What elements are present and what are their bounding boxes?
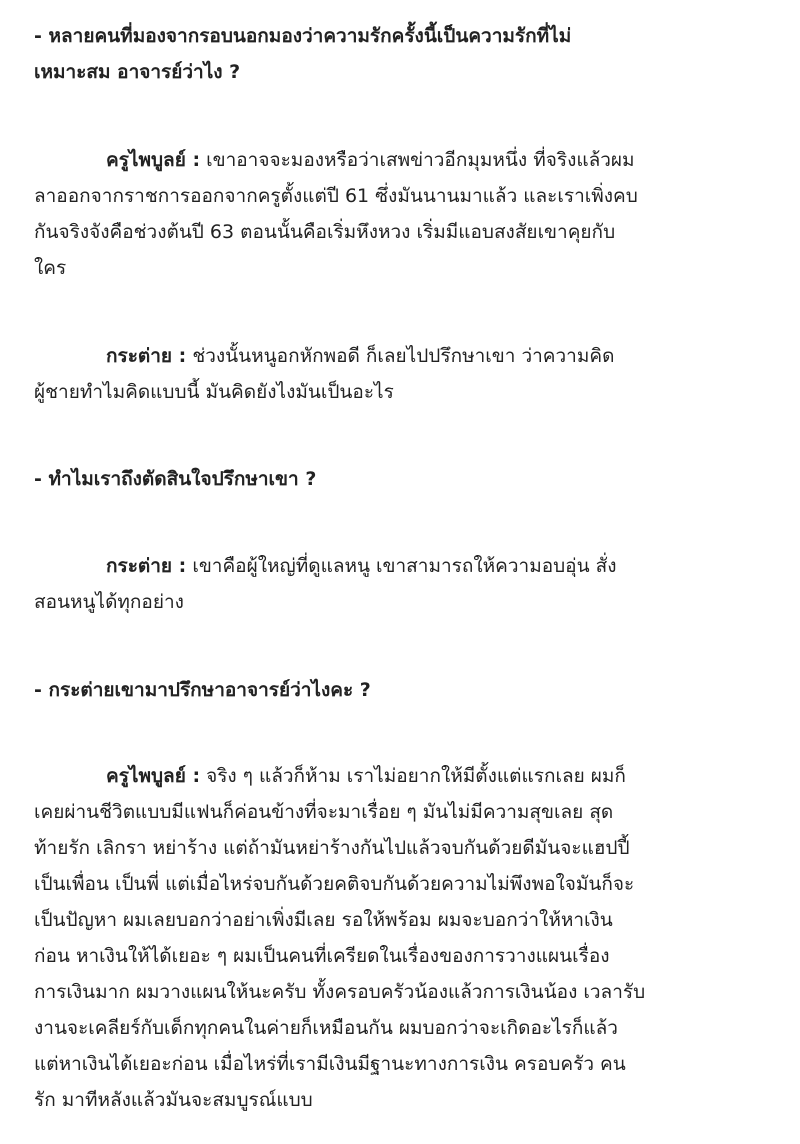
speaker-name: กระต่าย : (106, 345, 187, 367)
answer-line: ก่อน หาเงินให้ได้เยอะ ๆ ผมเป็นคนที่เครียดในเรื่องของการวางแผนเรื่อง (34, 945, 610, 967)
answer-line: ลาออกจากราชการออกจากครูตั้งแต่ปี 61 ซึ่งมันนานมาแล้ว และเราเพิ่งคบ (34, 185, 638, 207)
answer-text: ช่วงนั้นหนูอกหักพอดี ก็เลยไปปรึกษาเขา ว่าความคิด (186, 345, 615, 367)
answer-paragraph (34, 338, 774, 410)
question-line: - หลายคนที่มองจากรอบนอกมองว่าความรักครั้งนี้เป็นความรักที่ไม่ (34, 25, 572, 47)
answer-line: ผู้ชายทำไมคิดแบบนี้ มันคิดยังไงมันเป็นอะไร (34, 381, 394, 403)
question-line: - กระต่ายเขามาปรึกษาอาจารย์ว่าไงคะ ? (34, 679, 371, 701)
speaker-name: กระต่าย : (106, 555, 187, 577)
answer-line: การเงินมาก ผมวางแผนให้นะครับ ทั้งครอบครัวน้องแล้วการเงินน้อง เวลารับ (34, 981, 646, 1003)
question-paragraph (34, 672, 774, 708)
answer-line: แต่หาเงินได้เยอะก่อน เมื่อไหร่ที่เรามีเงินมีฐานะทางการเงิน ครอบครัว คน (34, 1053, 626, 1075)
question-paragraph (34, 18, 774, 90)
answer-line (34, 548, 774, 584)
answer-line: ท้ายรัก เลิกรา หย่าร้าง แต่ถ้ามันหย่าร้างกันไปแล้วจบกันด้วยดีมันจะแฮปปี้ (34, 837, 630, 859)
answer-paragraph (34, 548, 774, 620)
answer-line: เคยผ่านชีวิตแบบมีแฟนก็ค่อนข้างที่จะมาเรื่อย ๆ มันไม่มีความสุขเลย สุด (34, 801, 614, 823)
answer-text: เขาอาจจะมองหรือว่าเสพข่าวอีกมุมหนึ่ง ที่จริงแล้วผม (200, 149, 635, 171)
answer-text: จริง ๆ แล้วก็ห้าม เราไม่อยากให้มีตั้งแต่แรกเลย ผมก็ (200, 765, 626, 787)
answer-line: กันจริงจังคือช่วงต้นปี 63 ตอนนั้นคือเริ่มหึงหวง เริ่มมีแอบสงสัยเขาคุยกับ (34, 221, 616, 243)
answer-paragraph (34, 142, 774, 286)
answer-line: รัก มาทีหลังแล้วมันจะสมบูรณ์แบบ (34, 1089, 313, 1111)
answer-text: เขาคือผู้ใหญ่ที่ดูแลหนู เขาสามารถให้ความอบอุ่น สั่ง (186, 555, 617, 577)
answer-line (34, 142, 774, 178)
answer-line: เป็นเพื่อน เป็นพี่ แต่เมื่อไหร่จบกันด้วยคติจบกันด้วยความไม่พึงพอใจมันก็จะ (34, 873, 635, 895)
answer-line (34, 758, 774, 794)
question-line: เหมาะสม อาจารย์ว่าไง ? (34, 61, 241, 83)
answer-line: สอนหนูได้ทุกอย่าง (34, 591, 184, 613)
answer-line: งานจะเคลียร์กับเด็กทุกคนในค่ายก็เหมือนกัน ผมบอกว่าจะเกิดอะไรก็แล้ว (34, 1017, 618, 1039)
question-paragraph (34, 461, 774, 497)
speaker-name: ครูไพบูลย์ : (106, 149, 201, 171)
speaker-name: ครูไพบูลย์ : (106, 765, 201, 787)
answer-line: ใคร (34, 257, 67, 279)
answer-paragraph (34, 758, 774, 1118)
question-line: - ทำไมเราถึงตัดสินใจปรึกษาเขา ? (34, 468, 317, 490)
answer-line: เป็นปัญหา ผมเลยบอกว่าอย่าเพิ่งมีเลย รอให้พร้อม ผมจะบอกว่าให้หาเงิน (34, 909, 613, 931)
answer-line (34, 338, 774, 374)
